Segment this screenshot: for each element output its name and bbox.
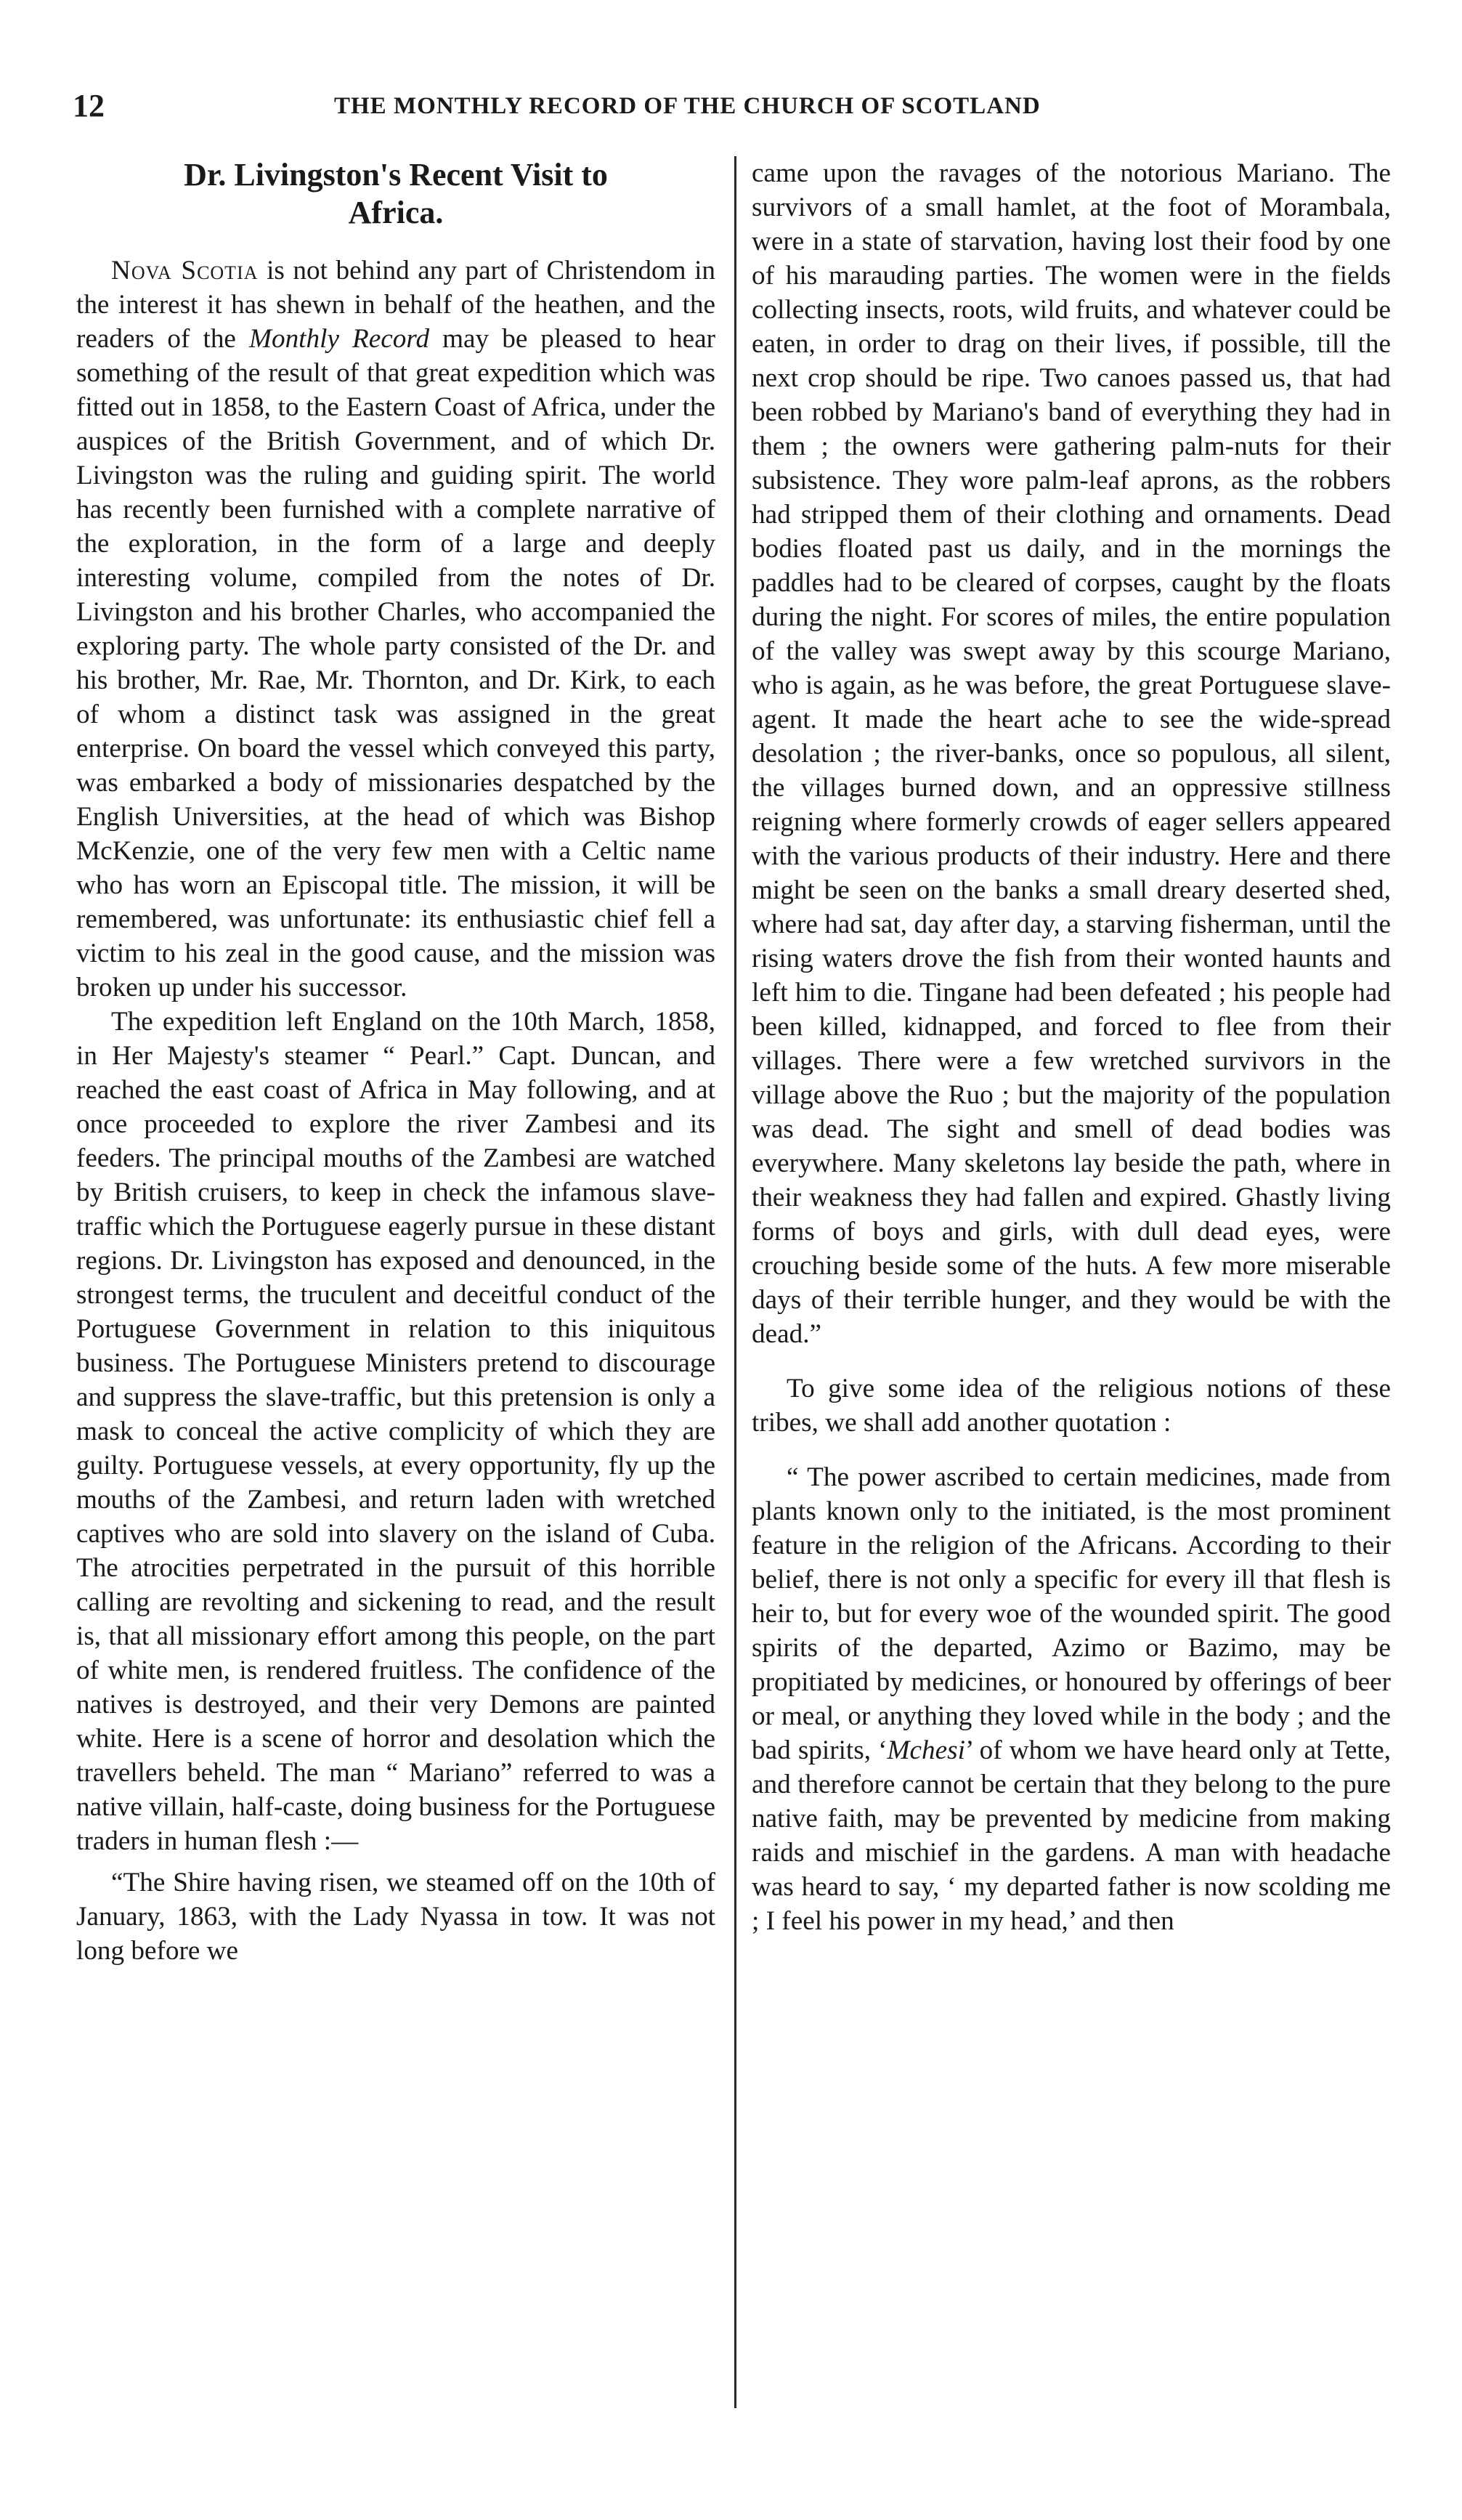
page-number: 12 bbox=[73, 88, 105, 123]
quote2 bbox=[752, 1460, 1391, 1938]
right-column bbox=[752, 156, 1391, 1938]
running-head: THE MONTHLY RECORD OF THE CHURCH OF SCOTLAND bbox=[334, 93, 1041, 119]
quote1-right: came upon the ravages of the notorious Mariano. The survivors of a small hamlet, at the foot of Morambala, were in a state of starvation, having lost their food by one of his marauding parties. The women were in the fields collecting insects, roots, wild fruits, and whatever could be eaten, in order to drag on their lives, if possible, till the next crop should be ripe. Two canoes passed us, that had been robbed by Mariano's band of everything they had in them ; the owners were gathering palm-nuts for their subsistence. They wore palm-leaf aprons, as the robbers had stripped them of their clothing and ornaments. Dead bodies floated past us daily, and in the mornings the paddles had to be cleared of corpses, caught by the floats during the night. For scores of miles, the entire population of the valley was swept away by this scourge Mariano, who is again, as he was before, the great Portuguese slave-agent. It made the heart ache to see the wide-spread desolation ; the river-banks, once so populous, all silent, the villages burned down, and an oppressive stillness reigning where formerly crowds of eager sellers appeared with the various products of their industry. Here and there might be seen on the banks a small dreary deserted shed, where had sat, day after day, a starving fisherman, until the rising waters drove the fish from their wonted haunts and left him to die. Tingane had been defeated ; his people had been killed, kidnapped, and forced to flee from their villages. There were a few wretched survivors in the village above the Ruo ; but the majority of the population was dead. The sight and smell of dead bodies was everywhere. Many skeletons lay beside the path, where in their weakness they had fallen and expired. Ghastly living forms of boys and girls, with dull dead eyes, were crouching beside some of the huts. A few more miserable days of their terrible hunger, and they would be with the dead.” bbox=[752, 158, 1391, 1349]
article-title-line1: Dr. Livingston's Recent Visit to bbox=[184, 157, 608, 193]
quote2-part-a: “ The power ascribed to certain medicines, made from plants known only to the initiated, is the most prominent feature in the religion of the Africans. According to their belief, there is not only a specific for every ill that flesh is heir to, but for every woe of the wounded spirit. The good spirits of the departed, Azimo or Bazimo, may be propitiated by medicines, or honoured by offerings of beer or meal, or anything they loved while in the body ; and the bad spirits, ‘ bbox=[752, 1462, 1391, 1765]
article-title bbox=[76, 156, 715, 232]
left-column bbox=[76, 156, 715, 1968]
para1-part-b: may be pleased to hear something of the result of that great expedition which was fitted out in 1858, to the Eastern Coast of Africa, under the auspices of the British Government, and of which Dr. Livingston was the ruling and guiding spirit. The world has recently been furnished with a complete narrative of the exploration, in the form of a large and deeply interesting volume, compiled from the notes of Dr. Livingston and his brother Charles, who accompanied the exploring party. The whole party consisted of the Dr. and his brother, Mr. Rae, Mr. Thornton, and Dr. Kirk, to each of whom a distinct task was assigned in the great enterprise. On board the vessel which conveyed this party, was embarked a body of missionaries despatched by the English Universities, at the head of which was Bishop McKenzie, one of the very few men with a Celtic name who has worn an Episcopal title. The mission, it will be remembered, was unfortunate: its enthusiastic chief fell a victim to his zeal in the good cause, and the mission was broken up under his successor. bbox=[76, 324, 716, 1002]
para1-part-a: is not behind any part of Christendom in the interest it has shewn in behalf of the heathen, and the readers of the bbox=[76, 256, 716, 354]
paragraph-intro bbox=[76, 254, 715, 1005]
quote1-left: “The Shire having risen, we steamed off on the 10th of January, 1863, with the Lady Nyassa in tow. It was not long before we bbox=[76, 1868, 715, 1966]
article-title-line2: Africa. bbox=[348, 195, 444, 230]
lead-smallcaps: Nova Scotia bbox=[111, 256, 259, 285]
quote2-part-b: ’ of whom we have heard only at Tette, and therefore cannot be certain that they belong to the pure native faith, may be prevented by medicine from making raids and mischief in the gardens. A man with headache was heard to say, ‘ my departed father is now scolding me ; I feel his power in my head,’ and then bbox=[752, 1735, 1391, 1936]
para1-italic: Monthly Record bbox=[249, 324, 430, 354]
paragraph-expedition: The expedition left England on the 10th March, 1858, in Her Majesty's steamer “ Pearl.” Capt. Duncan, and reached the east coast of Africa in May following, and at once proceeded to explore the river Zambesi and its feeders. The principal mouths of the Zambesi are watched by British cruisers, to keep in check the infamous slave-traffic which the Portuguese eagerly pursue in these distant regions. Dr. Livingston has exposed and denounced, in the strongest terms, the truculent and deceitful conduct of the Portuguese Government in relation to this iniquitous business. The Portuguese Ministers pretend to discourage and suppress the slave-traffic, but this pretension is only a mask to conceal the active complicity of which they are guilty. Portuguese vessels, at every opportunity, fly up the mouths of the Zambesi, and return laden with wretched captives who are sold into slavery on the island of Cuba. The atrocities perpetrated in the pursuit of this horrible calling are revolting and sickening to read, and the result is, that all missionary effort among this people, on the part of white men, is rendered fruitless. The confidence of the natives is destroyed, and their very Demons are painted white. Here is a scene of horror and desolation which the travellers beheld. The man “ Mariano” referred to was a native villain, half-caste, doing business for the Portuguese traders in human flesh :— bbox=[76, 1007, 715, 1856]
column-rule bbox=[734, 156, 736, 2408]
paragraph-religious-notions: To give some idea of the religious notions of these tribes, we shall add another quotation : bbox=[752, 1374, 1391, 1438]
spacer bbox=[752, 1440, 1391, 1460]
quote2-italic: Mchesi bbox=[887, 1735, 965, 1765]
spacer bbox=[752, 1351, 1391, 1372]
